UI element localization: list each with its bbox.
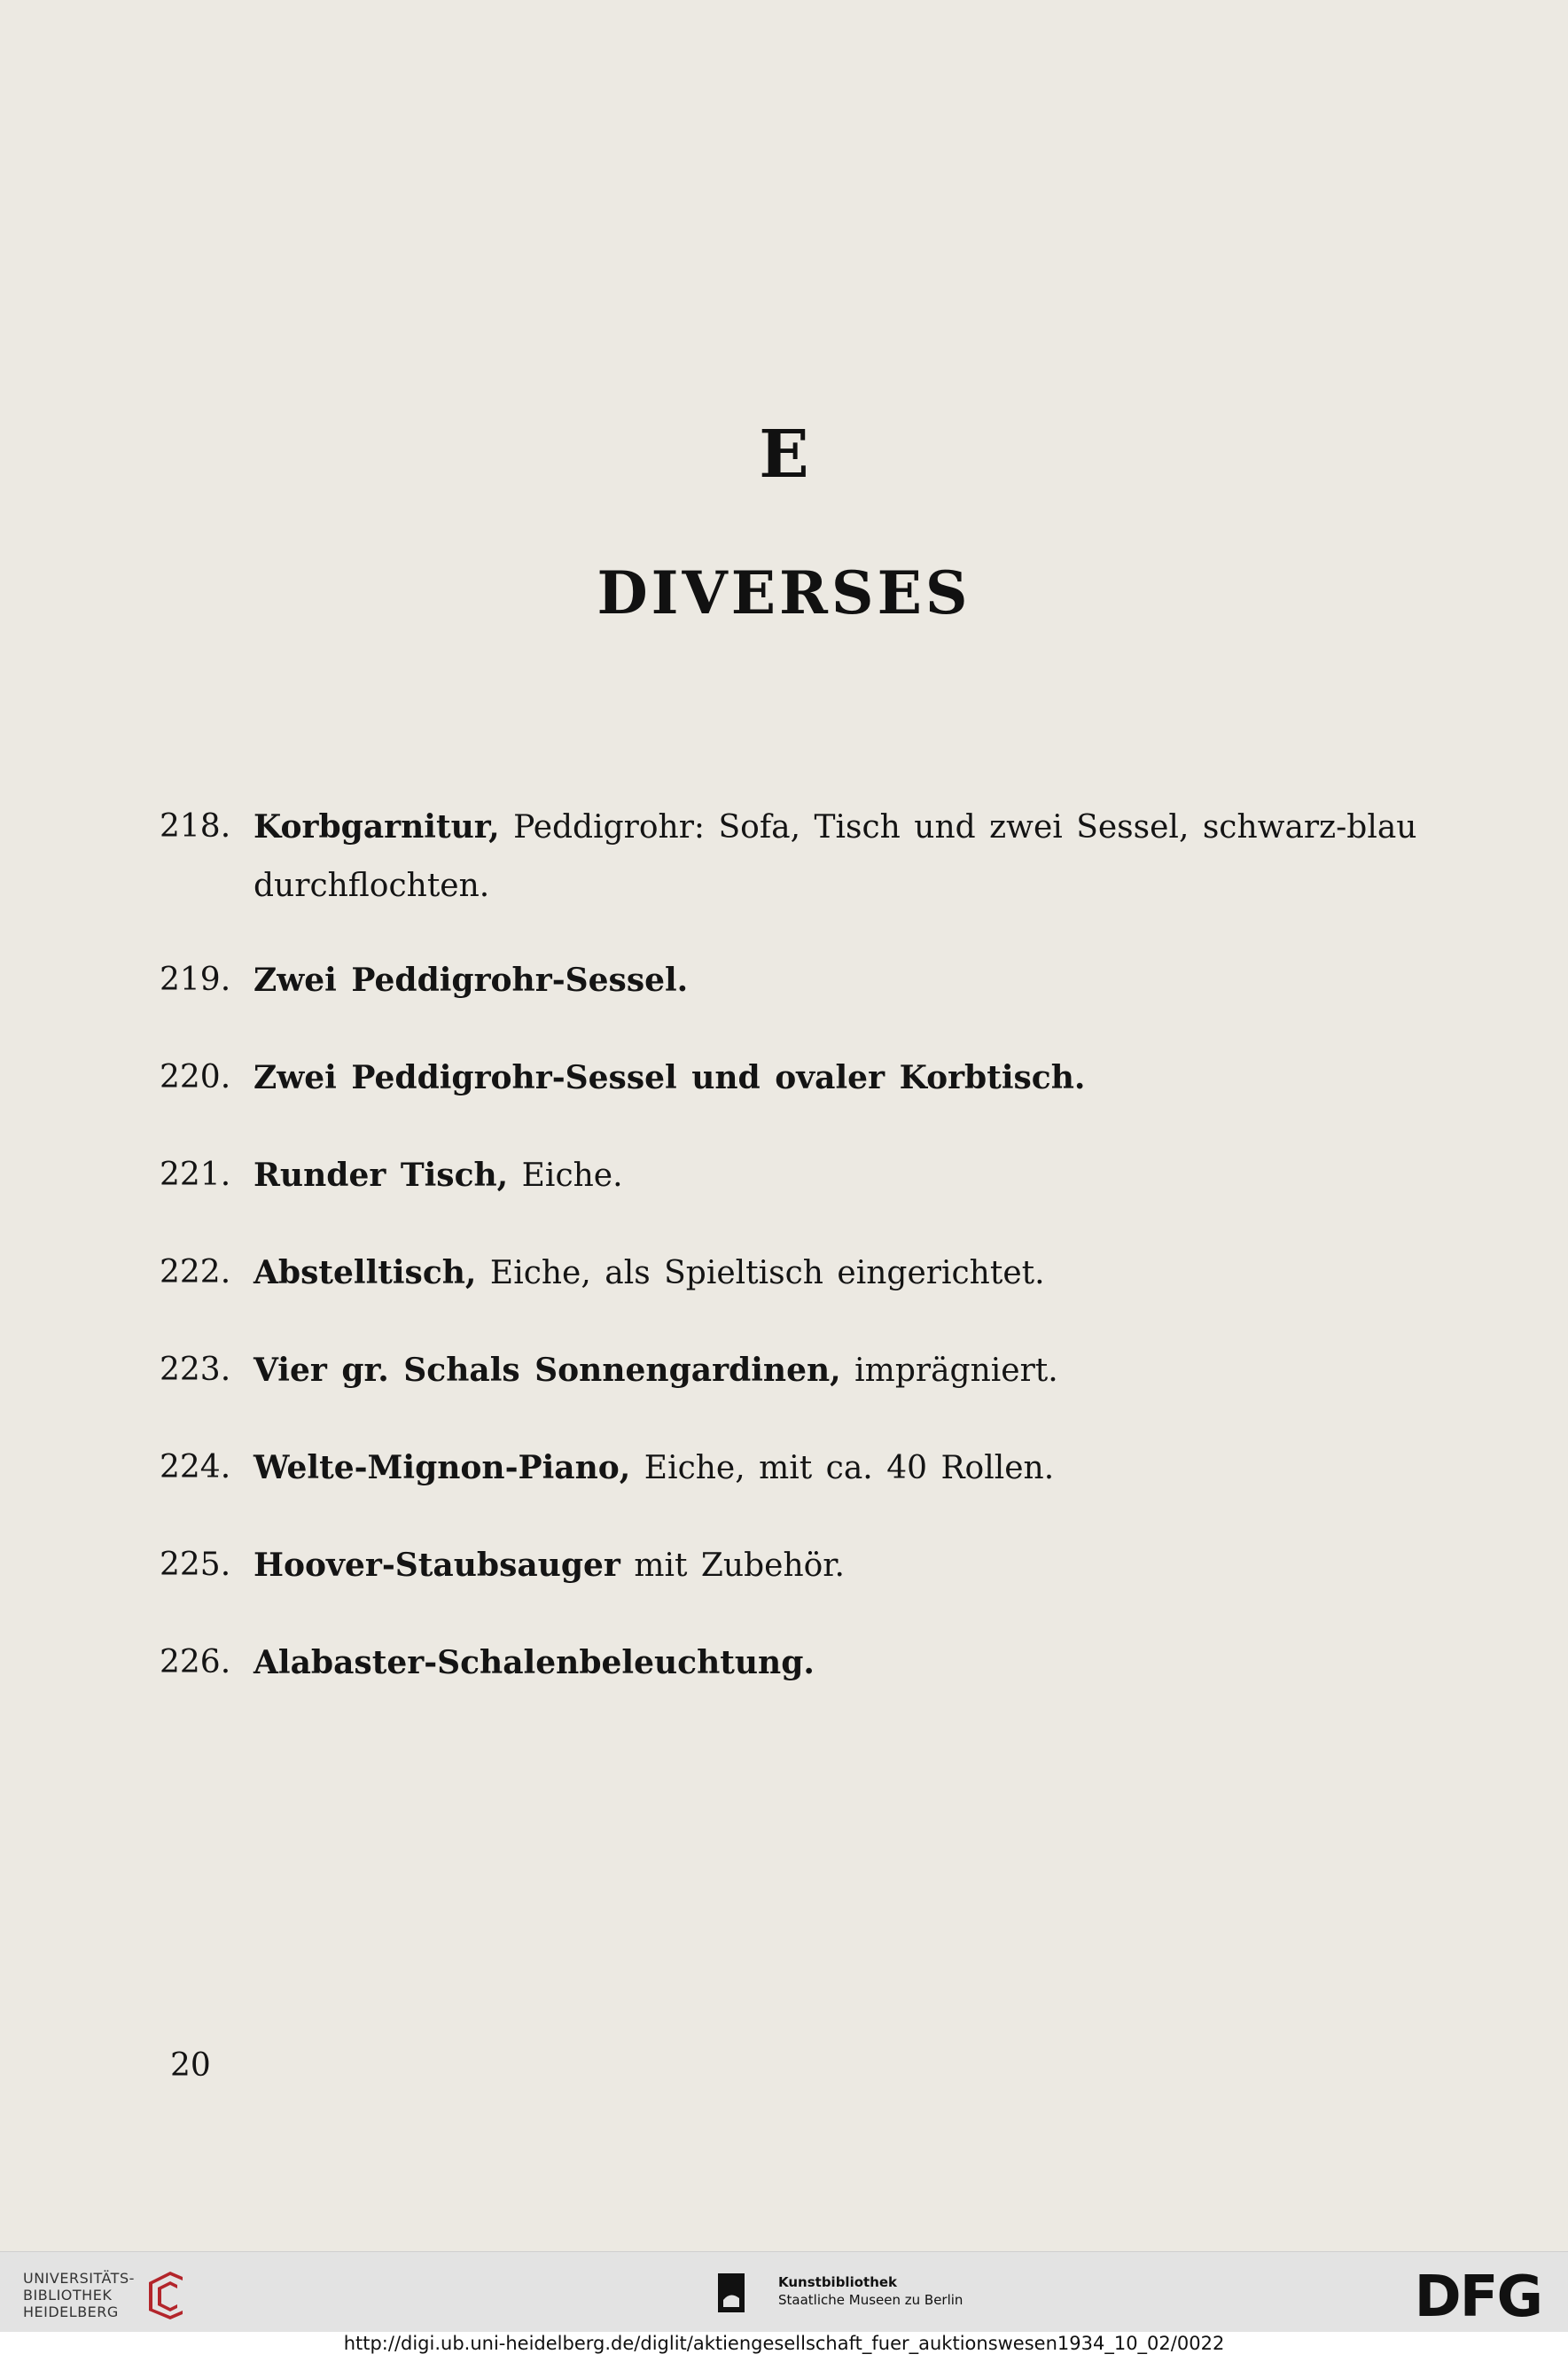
lot-entry [160, 1341, 1436, 1400]
lot-entry [160, 1536, 1436, 1595]
partner-subtitle: Staatliche Museen zu Berlin [778, 2292, 963, 2308]
lot-number: 220. [160, 1059, 231, 1095]
lot-entry [160, 798, 1436, 916]
library-name-line: BIBLIOTHEK [23, 2287, 113, 2304]
lot-title: Runder Tisch, [254, 1157, 509, 1194]
kunstbibliothek-logo-icon[interactable] [718, 2273, 768, 2312]
lot-title: Zwei Peddigrohr-Sessel. [254, 962, 689, 999]
lot-number: 218. [160, 808, 231, 845]
viewer-footer [0, 2251, 1568, 2332]
ub-heidelberg-logo[interactable] [23, 2270, 135, 2320]
lot-number: 222. [160, 1254, 231, 1290]
lot-description [254, 1536, 1436, 1595]
lot-number: 221. [160, 1157, 231, 1193]
lot-details: Eiche, mit ca. 40 Rollen. [630, 1450, 1055, 1486]
lot-details: mit Zubehör. [620, 1547, 845, 1584]
lot-entry [160, 1633, 1436, 1693]
lot-title: Abstelltisch, [254, 1254, 477, 1291]
lot-description [254, 1048, 1436, 1108]
partner-institution[interactable] [778, 2273, 963, 2309]
lot-description [254, 1341, 1436, 1400]
lot-entry [160, 951, 1436, 1010]
lot-details: Eiche. [508, 1158, 623, 1194]
lot-entry [160, 1146, 1436, 1205]
lot-description [254, 1243, 1436, 1303]
lot-title: Zwei Peddigrohr-Sessel und ovaler Korbtisch. [254, 1059, 1086, 1096]
lot-number: 226. [160, 1644, 231, 1680]
lot-entry [160, 1243, 1436, 1303]
dfg-logo[interactable]: DFG [1414, 2265, 1541, 2330]
lot-description [254, 1146, 1436, 1205]
section-letter: E [759, 417, 809, 493]
lot-description [254, 1438, 1436, 1498]
partner-name: Kunstbibliothek [778, 2274, 898, 2290]
library-name-line: UNIVERSITÄTS- [23, 2270, 135, 2287]
page-number: 20 [170, 2047, 211, 2084]
lot-title: Alabaster-Schalenbeleuchtung. [254, 1644, 815, 1681]
lot-number: 225. [160, 1547, 231, 1583]
lot-number: 219. [160, 962, 231, 998]
lot-entry [160, 1048, 1436, 1108]
lot-entry [160, 1438, 1436, 1498]
lot-number: 224. [160, 1449, 231, 1485]
lot-title: Korbgarnitur, [254, 808, 500, 846]
page-url[interactable]: http://digi.ub.uni-heidelberg.de/diglit/aktiengesellschaft_fuer_auktionswesen1934_10_02/0022 [343, 2333, 1225, 2354]
lot-title: Vier gr. Schals Sonnengardinen, [254, 1352, 841, 1389]
lot-details: Peddigrohr: Sofa, Tisch und zwei Sessel, schwarz-blau durchflochten. [254, 809, 1417, 904]
lot-details: Eiche, als Spieltisch eingerichtet. [476, 1255, 1045, 1291]
library-name-line: HEIDELBERG [23, 2304, 119, 2320]
lot-title: Welte-Mignon-Piano, [254, 1449, 631, 1486]
lot-title: Hoover-Staubsauger [254, 1547, 620, 1584]
lot-details: imprägniert. [840, 1352, 1058, 1389]
lot-number: 223. [160, 1352, 231, 1388]
lot-description [254, 798, 1436, 916]
lot-description [254, 951, 1436, 1010]
lot-description [254, 1633, 1436, 1693]
ub-heidelberg-emblem-icon[interactable] [144, 2268, 188, 2319]
section-title: DIVERSES [597, 558, 971, 628]
